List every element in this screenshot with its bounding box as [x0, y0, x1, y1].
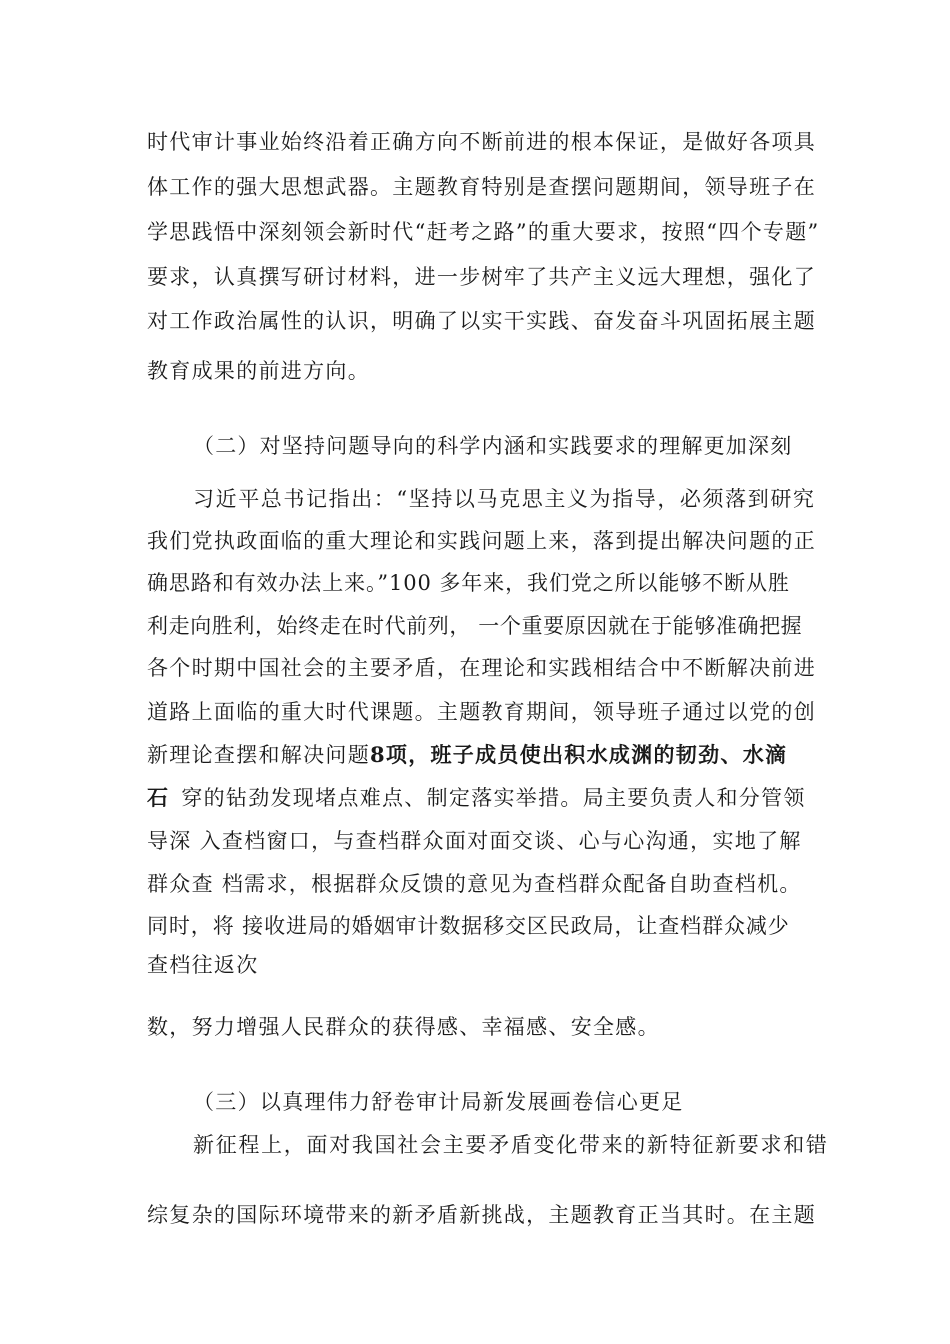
paragraph-2-line: 确思路和有效办法上来。”100 多年来，我们党之所以能够不断从胜 — [147, 571, 790, 595]
paragraph-1-line: 要求，认真撰写研讨材料，进一步树牢了共产主义远大理想，强化了 — [147, 265, 816, 289]
paragraph-2-line — [147, 740, 787, 770]
paragraph-1-line: 体工作的强大思想武器。主题教育特别是查摆问题期间，领导班子在 — [147, 175, 816, 199]
paragraph-3-line: 综复杂的国际环境带来的新矛盾新挑战，主题教育正当其时。在主题 — [147, 1203, 816, 1227]
paragraph-1-line: 对工作政治属性的认识，明确了以实干实践、奋发奋斗巩固拓展主题 — [147, 309, 816, 333]
paragraph-2-line: 道路上面临的重大时代课题。主题教育期间，领导班子通过以党的创 — [147, 700, 816, 724]
paragraph-2-line — [147, 783, 806, 813]
paragraph-2-bold-text: 8项，班子成员使出积水成渊的韧劲、水滴 — [370, 742, 788, 767]
paragraph-1-line: 时代审计事业始终沿着正确方向不断前进的根本保证，是做好各项具 — [147, 130, 816, 154]
paragraph-2-line: 习近平总书记指出：“坚持以马克思主义为指导，必须落到研究 — [193, 487, 816, 511]
paragraph-3-line: 新征程上，面对我国社会主要矛盾变化带来的新特征新要求和错 — [193, 1133, 829, 1157]
paragraph-2-line: 导深 入查档窗口，与查档群众面对面交谈、心与心沟通，实地了解 — [147, 829, 802, 853]
paragraph-1-line: 教育成果的前进方向。 — [147, 359, 370, 383]
paragraph-2-line: 查档往返次 — [147, 953, 259, 977]
paragraph-2-text: 穿的钻劲发现堵点难点、制定落实举措。局主要负责人和分管领 — [181, 786, 806, 810]
paragraph-2-line: 利走向胜利，始终走在时代前列， 一个重要原因就在于能够准确把握 — [147, 614, 803, 638]
section-heading-2: （二）对坚持问题导向的科学内涵和实践要求的理解更加深刻 — [193, 434, 793, 458]
paragraph-2-line: 群众查 档需求，根据群众反馈的意见为查档群众配备自助查档机。 — [147, 872, 802, 896]
paragraph-2-line: 我们党执政面临的重大理论和实践问题上来，落到提出解决问题的正 — [147, 529, 816, 553]
paragraph-2-line: 数，努力增强人民群众的获得感、幸福感、安全感。 — [147, 1015, 660, 1039]
paragraph-2-bold-text: 石 — [147, 785, 170, 810]
section-heading-3: （三）以真理伟力舒卷审计局新发展画卷信心更足 — [193, 1090, 684, 1114]
paragraph-1-line: 学思践悟中深刻领会新时代“赶考之路”的重大要求，按照“四个专题” — [147, 220, 820, 244]
paragraph-2-line: 各个时期中国社会的主要矛盾，在理论和实践相结合中不断解决前进 — [147, 656, 816, 680]
paragraph-2-line: 同时，将 接收进局的婚姻审计数据移交区民政局，让查档群众减少 — [147, 914, 790, 938]
paragraph-2-text: 新理论查摆和解决问题 — [147, 743, 370, 767]
